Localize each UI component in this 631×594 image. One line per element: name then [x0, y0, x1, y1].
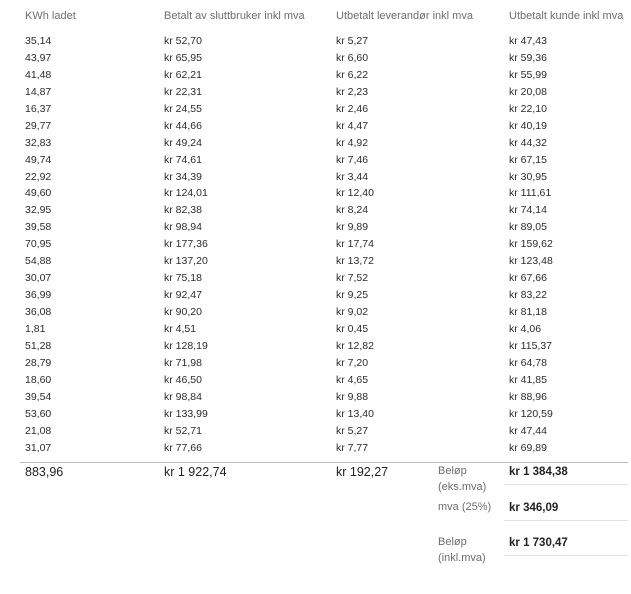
customer-cell: kr 123,48: [509, 255, 553, 268]
supplier-cell: kr 7,77: [336, 441, 369, 454]
summary-label-vat: mva (25%): [438, 501, 492, 513]
customer-cell: kr 47,43: [509, 35, 547, 47]
paid-cell: kr 49,24: [164, 136, 202, 149]
supplier-cell: kr 4,92: [336, 136, 369, 149]
kwh-cell: 32,95: [25, 204, 52, 217]
total-kwh: 883,96: [25, 465, 64, 479]
supplier-cell: kr 2,23: [336, 85, 369, 98]
customer-cell: kr 40,19: [509, 119, 547, 132]
summary-value-vat: kr 346,09: [509, 502, 559, 514]
kwh-cell: 39,54: [25, 390, 52, 403]
supplier-cell: kr 6,22: [336, 68, 369, 81]
customer-cell: kr 115,37: [509, 339, 552, 352]
supplier-cell: kr 9,89: [336, 221, 369, 234]
paid-cell: kr 44,66: [164, 119, 202, 132]
customer-cell: kr 67,66: [509, 272, 547, 285]
customer-cell: kr 89,05: [509, 221, 547, 234]
supplier-cell: kr 9,88: [336, 390, 369, 403]
paid-cell: kr 52,70: [164, 35, 202, 47]
paid-cell: kr 34,39: [164, 170, 202, 183]
customer-cell: kr 81,18: [509, 306, 547, 319]
customer-cell: kr 55,99: [509, 68, 547, 81]
customer-cell: kr 20,08: [509, 85, 547, 98]
kwh-cell: 18,60: [25, 373, 52, 386]
kwh-cell: 53,60: [25, 407, 52, 420]
table-row: [0, 442, 631, 461]
paid-cell: kr 65,95: [164, 51, 202, 64]
supplier-cell: kr 4,65: [336, 373, 369, 386]
paid-cell: kr 4,51: [164, 322, 197, 335]
header-paid-by-end-user: Betalt av sluttbruker inkl mva: [164, 10, 305, 22]
customer-cell: kr 64,78: [509, 356, 547, 369]
paid-cell: kr 177,36: [164, 238, 208, 251]
paid-cell: kr 74,61: [164, 153, 202, 166]
total-paid: kr 1 922,74: [164, 465, 227, 479]
paid-cell: kr 128,19: [164, 339, 208, 352]
header-kwh: KWh ladet: [25, 10, 76, 22]
supplier-cell: kr 13,40: [336, 407, 374, 420]
customer-cell: kr 69,89: [509, 441, 547, 454]
supplier-cell: kr 7,20: [336, 356, 369, 369]
supplier-cell: kr 9,02: [336, 306, 369, 319]
header-paid-to-supplier: Utbetalt leverandør inkl mva: [336, 10, 473, 22]
supplier-cell: kr 8,24: [336, 204, 369, 217]
supplier-cell: kr 5,27: [336, 424, 369, 437]
paid-cell: kr 75,18: [164, 272, 202, 285]
kwh-cell: 49,74: [25, 153, 52, 166]
kwh-cell: 39,58: [25, 221, 52, 234]
summary-label-incl-vat: Beløp (inkl.mva): [438, 536, 486, 564]
paid-cell: kr 77,66: [164, 441, 202, 454]
paid-cell: kr 90,20: [164, 306, 202, 319]
kwh-cell: 36,08: [25, 306, 52, 319]
supplier-cell: kr 7,52: [336, 272, 369, 285]
customer-cell: kr 59,36: [509, 51, 547, 64]
kwh-cell: 1,81: [25, 322, 46, 335]
supplier-cell: kr 17,74: [336, 238, 374, 251]
supplier-cell: kr 12,82: [336, 339, 374, 352]
kwh-cell: 49,60: [25, 187, 52, 200]
summary-label-excl-vat: Beløp (eks.mva): [438, 465, 487, 493]
total-supplier: kr 192,27: [336, 465, 389, 479]
customer-cell: kr 4,06: [509, 322, 542, 335]
header-paid-to-customer: Utbetalt kunde inkl mva: [509, 10, 624, 22]
kwh-cell: 22,92: [25, 170, 52, 183]
supplier-cell: kr 2,46: [336, 102, 369, 115]
customer-cell: kr 41,85: [509, 373, 547, 386]
customer-cell: kr 83,22: [509, 289, 547, 302]
customer-cell: kr 30,95: [509, 170, 547, 183]
kwh-cell: 14,87: [25, 85, 52, 98]
kwh-cell: 31,07: [25, 441, 52, 454]
kwh-cell: 16,37: [25, 102, 52, 115]
paid-cell: kr 133,99: [164, 407, 208, 420]
paid-cell: kr 124,01: [164, 187, 208, 200]
paid-cell: kr 92,47: [164, 289, 202, 302]
paid-cell: kr 62,21: [164, 68, 202, 81]
kwh-cell: 70,95: [25, 238, 52, 251]
customer-cell: kr 47,44: [509, 424, 547, 437]
paid-cell: kr 137,20: [164, 255, 208, 268]
kwh-cell: 54,88: [25, 255, 52, 268]
customer-cell: kr 22,10: [509, 102, 547, 115]
kwh-cell: 21,08: [25, 424, 52, 437]
summary-divider: [504, 520, 628, 521]
kwh-cell: 32,83: [25, 136, 52, 149]
paid-cell: kr 52,71: [164, 424, 202, 437]
customer-cell: kr 44,32: [509, 136, 547, 149]
supplier-cell: kr 7,46: [336, 153, 369, 166]
summary-value-incl-vat: kr 1 730,47: [509, 537, 568, 549]
kwh-cell: 51,28: [25, 339, 52, 352]
kwh-cell: 43,97: [25, 51, 52, 64]
kwh-cell: 30,07: [25, 272, 52, 285]
customer-cell: kr 120,59: [509, 407, 553, 420]
customer-cell: kr 88,96: [509, 390, 547, 403]
summary-divider: [504, 555, 628, 556]
summary-value-excl-vat: kr 1 384,38: [509, 466, 568, 478]
paid-cell: kr 98,84: [164, 390, 202, 403]
customer-cell: kr 67,15: [509, 153, 547, 166]
supplier-cell: kr 5,27: [336, 35, 369, 47]
paid-cell: kr 82,38: [164, 204, 202, 217]
paid-cell: kr 22,31: [164, 85, 202, 98]
supplier-cell: kr 3,44: [336, 170, 369, 183]
totals-divider: [20, 462, 628, 463]
paid-cell: kr 98,94: [164, 221, 202, 234]
customer-cell: kr 111,61: [509, 187, 552, 200]
paid-cell: kr 24,55: [164, 102, 202, 115]
customer-cell: kr 159,62: [509, 238, 553, 251]
paid-cell: kr 71,98: [164, 356, 202, 369]
supplier-cell: kr 0,45: [336, 322, 369, 335]
supplier-cell: kr 13,72: [336, 255, 374, 268]
supplier-cell: kr 6,60: [336, 51, 369, 64]
kwh-cell: 29,77: [25, 119, 52, 132]
kwh-cell: 35,14: [25, 35, 52, 47]
kwh-cell: 41,48: [25, 68, 52, 81]
kwh-cell: 28,79: [25, 356, 52, 369]
customer-cell: kr 74,14: [509, 204, 547, 217]
supplier-cell: kr 4,47: [336, 119, 369, 132]
kwh-cell: 36,99: [25, 289, 52, 302]
paid-cell: kr 46,50: [164, 373, 202, 386]
supplier-cell: kr 9,25: [336, 289, 369, 302]
supplier-cell: kr 12,40: [336, 187, 374, 200]
summary-divider: [504, 484, 628, 485]
